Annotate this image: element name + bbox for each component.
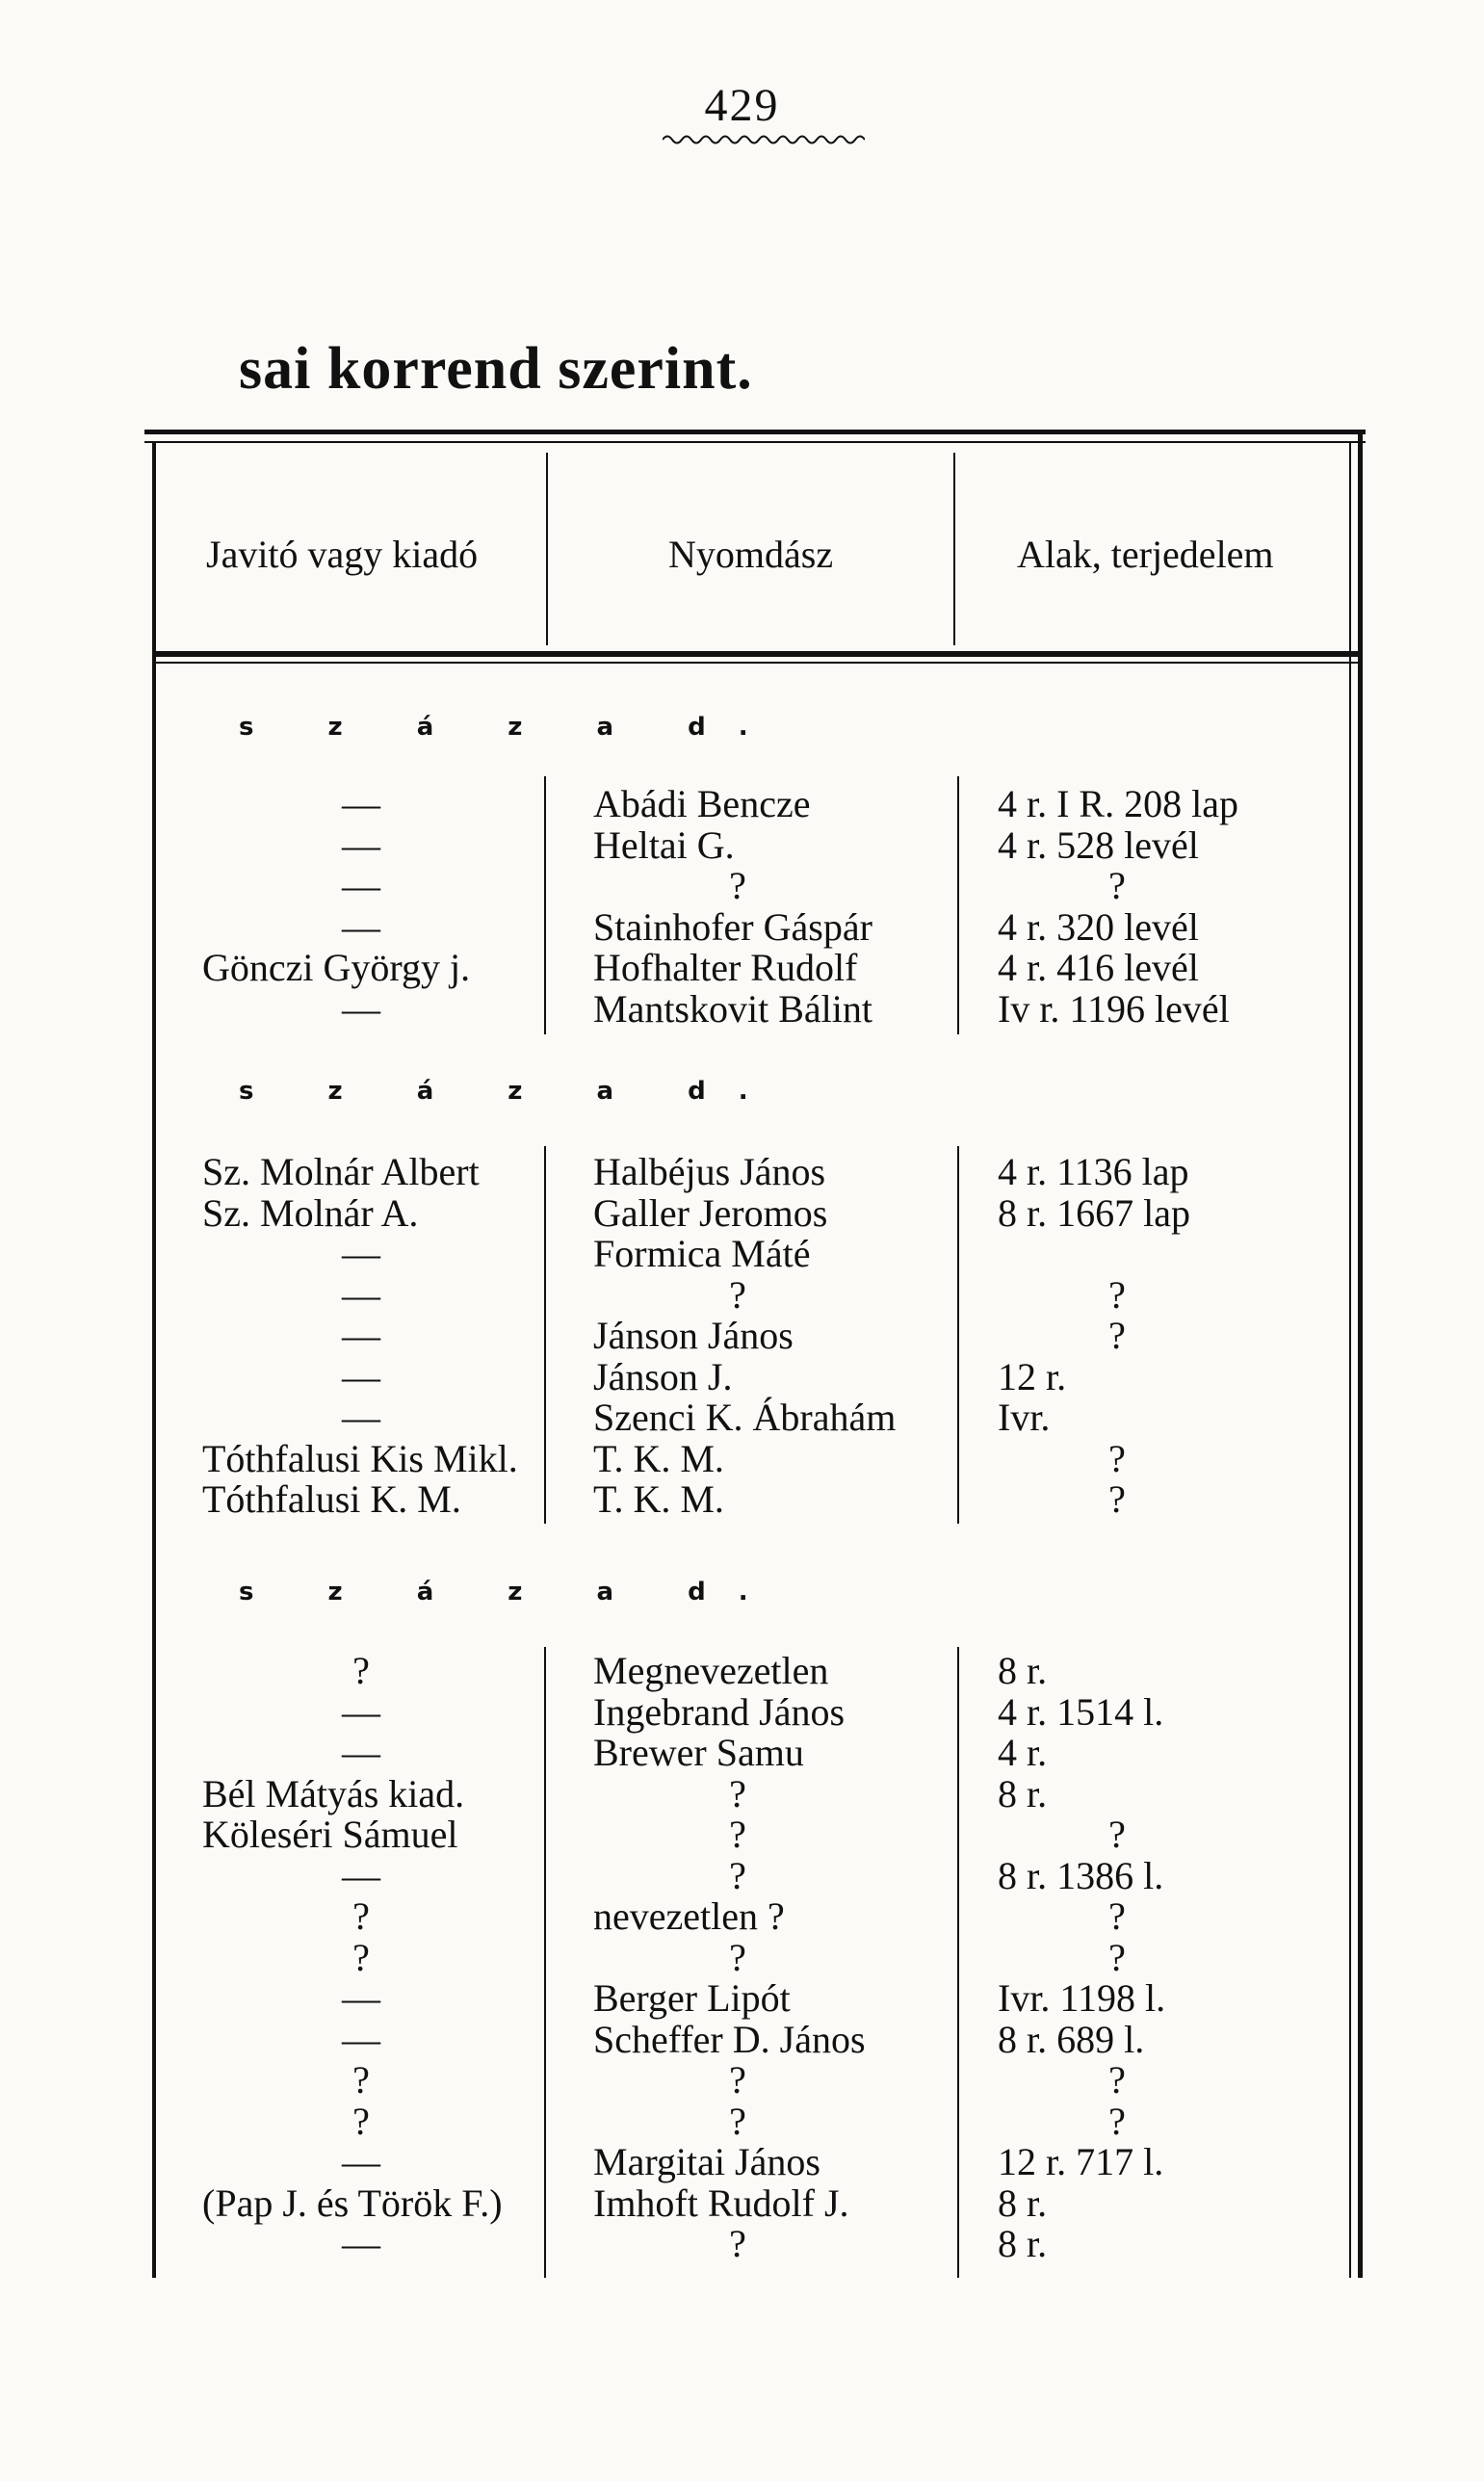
editor-cell: ? (352, 1894, 370, 1938)
printer-cell: Galler Jeromos (593, 1190, 828, 1235)
printer-cell: Ingebrand János (593, 1689, 846, 1734)
printer-cell: ? (729, 2058, 746, 2102)
column-header-editor: Javitó vagy kiadó (206, 533, 479, 576)
page-number: 429 (704, 80, 780, 131)
editor-cell: Sz. Molnár A. (202, 1190, 419, 1235)
format-cell: 8 r. 1667 lap (998, 1190, 1190, 1235)
table-row (0, 2060, 1484, 2102)
format-cell: 4 r. 528 levél (998, 823, 1199, 867)
table-row (0, 986, 1484, 1031)
table-row (0, 1978, 1484, 2020)
table-row (0, 1479, 1484, 1521)
printer-cell: Hofhalter Rudolf (593, 946, 858, 989)
editor-cell: — (342, 904, 380, 949)
wavy-underline (663, 133, 865, 146)
column-header-printer: Nyomdász (668, 533, 834, 576)
format-cell: ? (1108, 1894, 1126, 1938)
printer-cell: ? (729, 2222, 746, 2265)
editor-cell: — (342, 1232, 380, 1275)
section-title-2: s z á z a d. (239, 1077, 781, 1106)
editor-cell: — (342, 1272, 380, 1317)
table-row (0, 1397, 1484, 1439)
format-cell: ? (1108, 1935, 1126, 1979)
table-row (0, 2017, 1484, 2061)
editor-cell: — (342, 1314, 380, 1357)
section-title-3: s z á z a d. (239, 1578, 781, 1606)
editor-cell: Sz. Molnár Albert (202, 1150, 480, 1193)
editor-cell: — (342, 1731, 380, 1774)
table-row (0, 1272, 1484, 1317)
printer-cell: ? (729, 1813, 746, 1856)
format-cell: Ivr. 1198 l. (998, 1976, 1166, 2020)
format-cell: ? (1108, 864, 1126, 907)
format-cell: ? (1108, 1272, 1126, 1317)
table-row (0, 1853, 1484, 1897)
format-cell: Ivr. (998, 1396, 1051, 1439)
header-bottom-rule-thin (152, 662, 1360, 664)
editor-cell: Tóthfalusi Kis Mikl. (202, 1436, 518, 1480)
format-cell: 4 r. 320 levél (998, 904, 1199, 949)
editor-cell: ? (352, 1935, 370, 1979)
printer-cell: Jánson János (593, 1314, 794, 1357)
printer-cell: ? (729, 1771, 746, 1815)
format-cell: 8 r. (998, 2181, 1048, 2225)
format-cell: ? (1108, 2099, 1126, 2143)
format-cell: ? (1108, 1314, 1126, 1357)
section-title-1: s z á z a d. (239, 713, 781, 742)
printer-cell: Scheffer D. János (593, 2017, 866, 2061)
section-1-rows (0, 784, 1484, 1030)
editor-cell: Gönczi György j. (202, 946, 471, 989)
editor-cell: (Pap J. és Török F.) (202, 2181, 503, 2225)
printer-cell: nevezetlen ? (593, 1894, 785, 1938)
format-cell: Iv r. 1196 levél (998, 986, 1230, 1031)
table-row (0, 1190, 1484, 1235)
printer-cell: Heltai G. (593, 823, 735, 867)
table-row (0, 1152, 1484, 1193)
format-cell: ? (1108, 1813, 1126, 1856)
editor-cell: — (342, 1976, 380, 2020)
printer-cell: ? (729, 1272, 746, 1317)
table-row (0, 866, 1484, 907)
editor-cell: — (342, 1853, 380, 1897)
table-row (0, 1316, 1484, 1357)
format-cell: 8 r. (998, 1771, 1048, 1815)
header-divider-1 (546, 453, 548, 645)
table-row (0, 784, 1484, 825)
format-cell: 8 r. 1386 l. (998, 1853, 1164, 1897)
table-row (0, 1815, 1484, 1856)
printer-cell: Imhoft Rudolf J. (593, 2181, 849, 2225)
editor-cell: — (342, 1689, 380, 1734)
printer-cell: ? (729, 864, 746, 907)
printer-cell: Formica Máté (593, 1232, 811, 1275)
format-cell: 4 r. (998, 1731, 1048, 1774)
format-cell: ? (1108, 2058, 1126, 2102)
table-row (0, 1234, 1484, 1275)
column-header-format: Alak, terjedelem (1017, 533, 1274, 576)
editor-cell: ? (352, 2058, 370, 2102)
editor-cell: ? (352, 1649, 370, 1692)
format-cell: 4 r. 1136 lap (998, 1150, 1189, 1193)
printer-cell: ? (729, 2099, 746, 2143)
format-cell: 4 r. I R. 208 lap (998, 782, 1238, 825)
editor-cell: — (342, 823, 380, 867)
editor-cell: ? (352, 2099, 370, 2143)
table-row (0, 1436, 1484, 1480)
printer-cell: ? (729, 1853, 746, 1897)
table-top-rule (144, 430, 1366, 434)
table-row (0, 1935, 1484, 1979)
table-row (0, 948, 1484, 989)
printer-cell: Brewer Samu (593, 1731, 804, 1774)
editor-cell: — (342, 1354, 380, 1398)
format-cell: 12 r. 717 l. (998, 2140, 1164, 2183)
editor-cell: — (342, 1396, 380, 1439)
editor-cell: — (342, 2017, 380, 2061)
printer-cell: Jánson J. (593, 1354, 733, 1398)
table-row (0, 2099, 1484, 2143)
printer-cell: Halbéjus János (593, 1150, 826, 1193)
format-cell: ? (1108, 1436, 1126, 1480)
editor-cell: — (342, 2222, 380, 2265)
format-cell: 8 r. (998, 1649, 1048, 1692)
table-row (0, 904, 1484, 949)
editor-cell: — (342, 864, 380, 907)
header-divider-2 (953, 453, 955, 645)
format-cell: 8 r. 689 l. (998, 2017, 1145, 2061)
table-row (0, 2183, 1484, 2225)
table-row (0, 2142, 1484, 2183)
printer-cell: Megnevezetlen (593, 1649, 829, 1692)
editor-cell: — (342, 986, 380, 1031)
editor-cell: Tóthfalusi K. M. (202, 1477, 461, 1521)
editor-cell: — (342, 2140, 380, 2183)
table-row (0, 1354, 1484, 1398)
section-2-rows (0, 1152, 1484, 1521)
table-row (0, 1733, 1484, 1774)
header-bottom-rule (152, 651, 1360, 657)
format-cell: 4 r. 416 levél (998, 946, 1199, 989)
editor-cell: Köleséri Sámuel (202, 1813, 458, 1856)
printer-cell: T. K. M. (593, 1436, 724, 1480)
printer-cell: Szenci K. Ábrahám (593, 1396, 897, 1439)
table-row (0, 1896, 1484, 1938)
printer-cell: ? (729, 1935, 746, 1979)
editor-cell: Bél Mátyás kiad. (202, 1771, 465, 1815)
editor-cell: — (342, 782, 380, 825)
printer-cell: Berger Lipót (593, 1976, 791, 2020)
table-row (0, 1689, 1484, 1734)
printer-cell: Mantskovit Bálint (593, 986, 872, 1031)
printer-cell: Stainhofer Gáspár (593, 904, 872, 949)
printer-cell: Margitai János (593, 2140, 820, 2183)
format-cell: 12 r. (998, 1354, 1067, 1398)
table-row (0, 1771, 1484, 1815)
printer-cell: Abádi Bencze (593, 782, 811, 825)
page-heading: sai korrend szerint. (239, 336, 753, 402)
section-3-rows (0, 1651, 1484, 2265)
table-row (0, 1651, 1484, 1692)
printer-cell: T. K. M. (593, 1477, 724, 1521)
table-row (0, 2224, 1484, 2265)
format-cell: 4 r. 1514 l. (998, 1689, 1164, 1734)
format-cell: ? (1108, 1477, 1126, 1521)
format-cell: 8 r. (998, 2222, 1048, 2265)
table-top-rule-thin (144, 441, 1366, 443)
table-row (0, 825, 1484, 867)
